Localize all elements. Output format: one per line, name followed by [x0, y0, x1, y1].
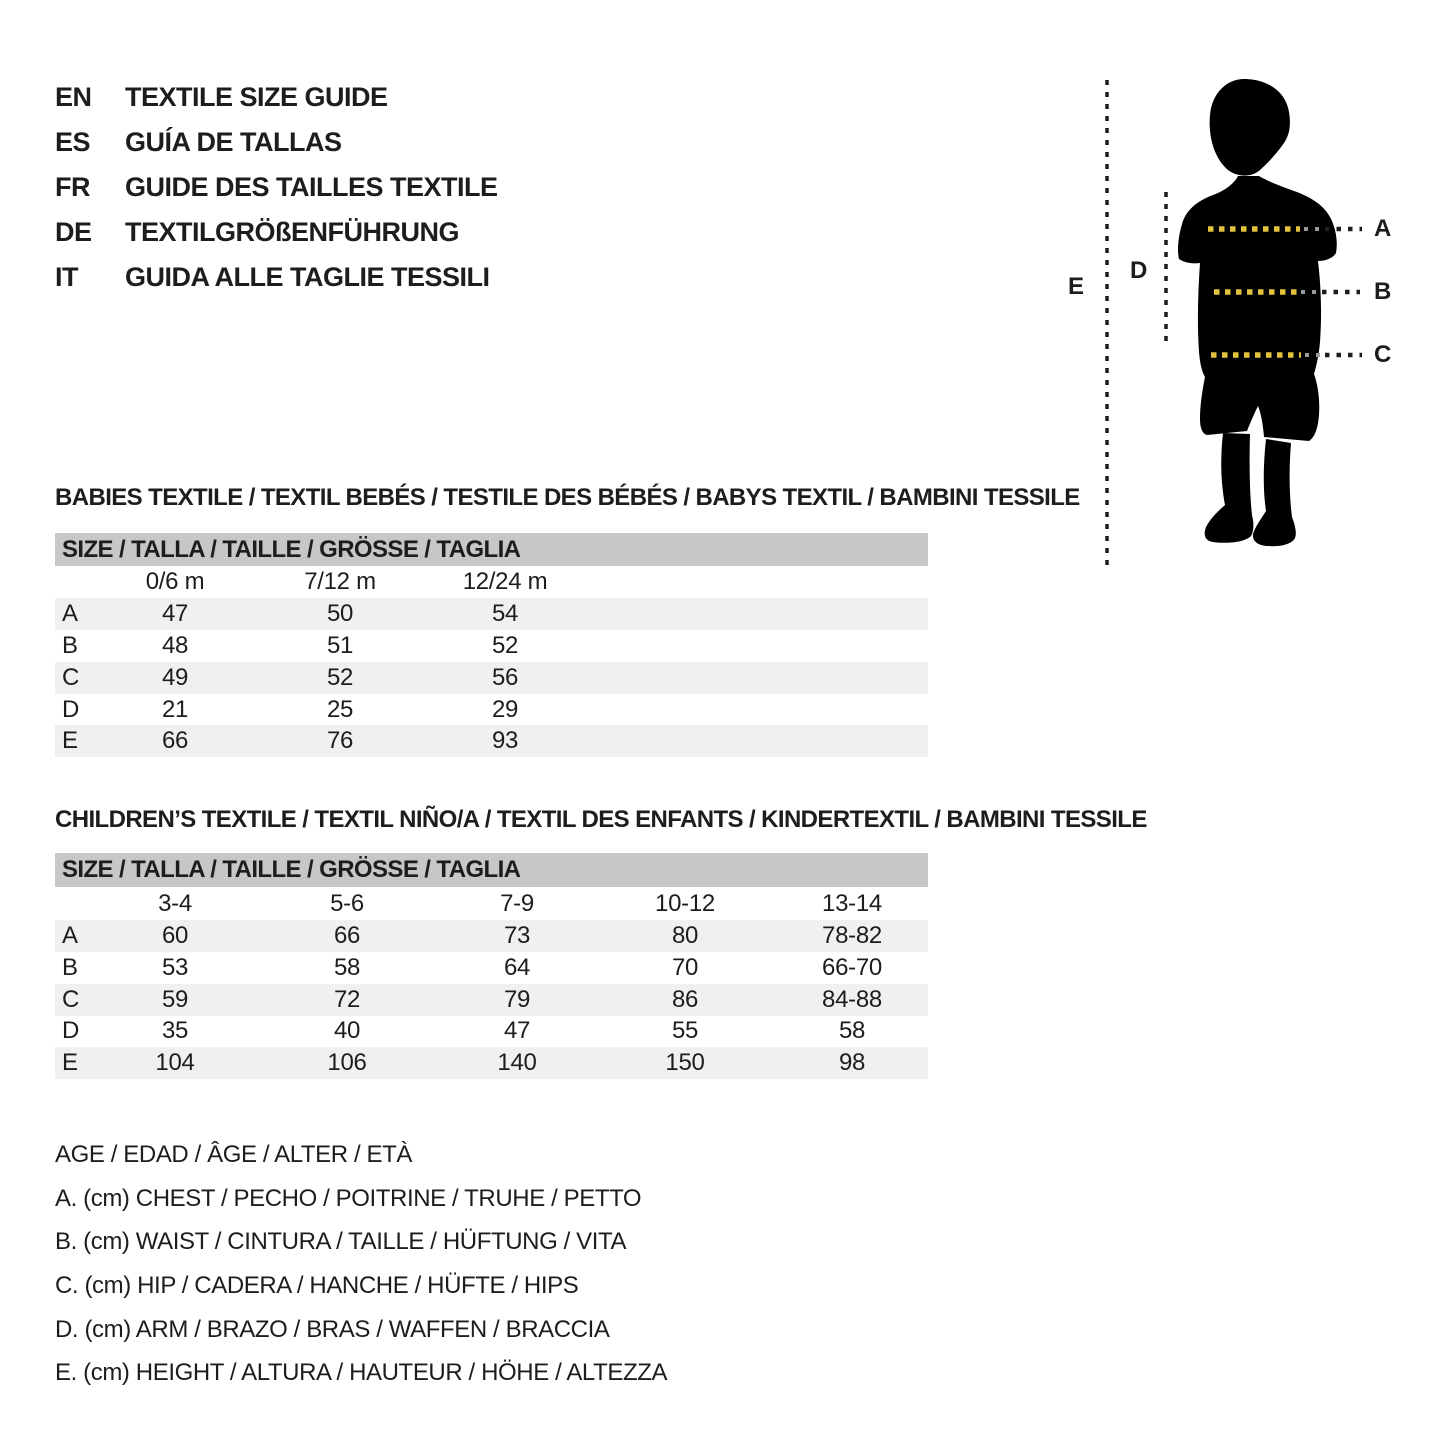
- babies-size-header-bar: [55, 533, 928, 566]
- size-value: 50: [326, 600, 354, 627]
- size-value: 48: [161, 632, 189, 659]
- row-letter: B: [62, 632, 78, 659]
- children-column-header: 3-4: [158, 890, 192, 917]
- babies-column-header-row: [55, 566, 928, 598]
- size-value: 55: [671, 1017, 699, 1044]
- row-letter: E: [62, 1049, 78, 1076]
- measure-label-d: D: [1130, 257, 1148, 284]
- size-value: 58: [838, 1017, 866, 1044]
- row-letter: D: [62, 696, 80, 723]
- row-letter: D: [62, 1017, 80, 1044]
- size-value: 29: [491, 696, 519, 723]
- measure-label-e: E: [1068, 273, 1084, 300]
- measure-label-a: A: [1374, 215, 1392, 242]
- legend-line-height: E. (cm) HEIGHT / ALTURA / HAUTEUR / HÖHE / ALTEZZA: [55, 1359, 668, 1387]
- babies-column-header: 0/6 m: [145, 568, 205, 595]
- title-text-it: GUIDA ALLE TAGLIE TESSILI: [125, 262, 490, 292]
- size-value: 78-82: [822, 922, 882, 949]
- silhouette-head: [1210, 79, 1290, 176]
- children-section-heading: CHILDREN’S TEXTILE / TEXTIL NIÑO/A / TEXTIL DES ENFANTS / KINDERTEXTIL / BAMBINI TESSILE: [55, 806, 1147, 833]
- legend-line-arm: D. (cm) ARM / BRAZO / BRAS / WAFFEN / BRACCIA: [55, 1315, 610, 1343]
- size-value: 80: [671, 922, 699, 949]
- children-column-header: 5-6: [330, 890, 364, 917]
- silhouette-body: [1178, 176, 1337, 441]
- babies-table-row-b: [55, 630, 928, 662]
- lang-code-en: EN: [55, 82, 92, 112]
- lang-code-fr: FR: [55, 172, 90, 202]
- size-value: 53: [161, 954, 189, 981]
- babies-table-row-c: [55, 662, 928, 694]
- size-value: 79: [503, 986, 531, 1013]
- children-column-header: 10-12: [655, 890, 715, 917]
- size-value: 47: [161, 600, 189, 627]
- size-value: 66: [161, 727, 189, 754]
- row-letter: A: [62, 922, 78, 949]
- measurement-legend: [55, 1133, 667, 1395]
- size-value: 66: [333, 922, 361, 949]
- children-column-header: 13-14: [822, 890, 882, 917]
- size-value: 150: [665, 1049, 705, 1076]
- size-value: 51: [326, 632, 354, 659]
- size-value: 21: [161, 696, 189, 723]
- size-value: 73: [503, 922, 531, 949]
- row-letter: C: [62, 664, 80, 691]
- children-size-header-label: SIZE / TALLA / TAILLE / GRÖSSE / TAGLIA: [62, 856, 521, 883]
- babies-column-header: 7/12 m: [304, 568, 376, 595]
- size-value: 106: [327, 1049, 367, 1076]
- row-letter: A: [62, 600, 78, 627]
- children-column-header-row: [55, 888, 928, 920]
- size-value: 52: [491, 632, 519, 659]
- children-table-row-d: [55, 1015, 928, 1047]
- title-block: [55, 75, 498, 300]
- title-text-en: TEXTILE SIZE GUIDE: [125, 82, 388, 112]
- children-table-row-b: [55, 952, 928, 984]
- children-size-header-bar: [55, 853, 928, 887]
- size-value: 66-70: [822, 954, 882, 981]
- children-table-row-a: [55, 920, 928, 952]
- lang-code-it: IT: [55, 262, 78, 292]
- size-value: 104: [155, 1049, 195, 1076]
- size-value: 47: [503, 1017, 531, 1044]
- measure-label-b: B: [1374, 278, 1392, 305]
- size-value: 58: [333, 954, 361, 981]
- size-value: 72: [333, 986, 361, 1013]
- babies-table-row-e: [55, 725, 928, 757]
- legend-line-age: AGE / EDAD / ÂGE / ALTER / ETÀ: [55, 1140, 412, 1168]
- size-value: 60: [161, 922, 189, 949]
- title-row-fr: [55, 165, 498, 210]
- babies-table-row-d: [55, 694, 928, 726]
- row-letter: E: [62, 727, 78, 754]
- size-value: 49: [161, 664, 189, 691]
- size-value: 84-88: [822, 986, 882, 1013]
- size-value: 59: [161, 986, 189, 1013]
- title-row-de: [55, 210, 498, 255]
- size-value: 25: [326, 696, 354, 723]
- size-value: 76: [326, 727, 354, 754]
- title-row-es: [55, 120, 498, 165]
- size-value: 40: [333, 1017, 361, 1044]
- size-value: 93: [491, 727, 519, 754]
- silhouette-right-leg: [1253, 439, 1296, 546]
- size-value: 54: [491, 600, 519, 627]
- children-table-row-c: [55, 984, 928, 1016]
- size-value: 98: [838, 1049, 866, 1076]
- size-value: 140: [497, 1049, 537, 1076]
- row-letter: B: [62, 954, 78, 981]
- lang-code-es: ES: [55, 127, 91, 157]
- lang-code-de: DE: [55, 217, 92, 247]
- legend-line-hip: C. (cm) HIP / CADERA / HANCHE / HÜFTE / HIPS: [55, 1271, 579, 1299]
- title-text-de: TEXTILGRÖßENFÜHRUNG: [125, 217, 459, 247]
- measure-label-c: C: [1374, 341, 1392, 368]
- title-row-en: [55, 75, 498, 120]
- row-letter: C: [62, 986, 80, 1013]
- legend-line-chest: A. (cm) CHEST / PECHO / POITRINE / TRUHE / PETTO: [55, 1184, 642, 1212]
- babies-column-header: 12/24 m: [462, 568, 548, 595]
- child-silhouette-diagram: [1050, 60, 1395, 600]
- size-value: 64: [503, 954, 531, 981]
- child-silhouette: [1178, 79, 1337, 546]
- title-row-it: [55, 255, 498, 300]
- children-table-row-e: [55, 1047, 928, 1079]
- size-value: 56: [491, 664, 519, 691]
- silhouette-left-leg: [1205, 433, 1254, 543]
- legend-line-waist: B. (cm) WAIST / CINTURA / TAILLE / HÜFTUNG / VITA: [55, 1228, 627, 1256]
- size-value: 35: [161, 1017, 189, 1044]
- size-value: 70: [671, 954, 699, 981]
- title-text-fr: GUIDE DES TAILLES TEXTILE: [125, 172, 498, 202]
- babies-table-row-a: [55, 598, 928, 630]
- title-text-es: GUÍA DE TALLAS: [125, 127, 342, 157]
- babies-size-header-label: SIZE / TALLA / TAILLE / GRÖSSE / TAGLIA: [62, 535, 521, 563]
- children-column-header: 7-9: [500, 890, 534, 917]
- size-value: 52: [326, 664, 354, 691]
- babies-section-heading: BABIES TEXTILE / TEXTIL BEBÉS / TESTILE DES BÉBÉS / BABYS TEXTIL / BAMBINI TESSILE: [55, 484, 1080, 511]
- size-value: 86: [671, 986, 699, 1013]
